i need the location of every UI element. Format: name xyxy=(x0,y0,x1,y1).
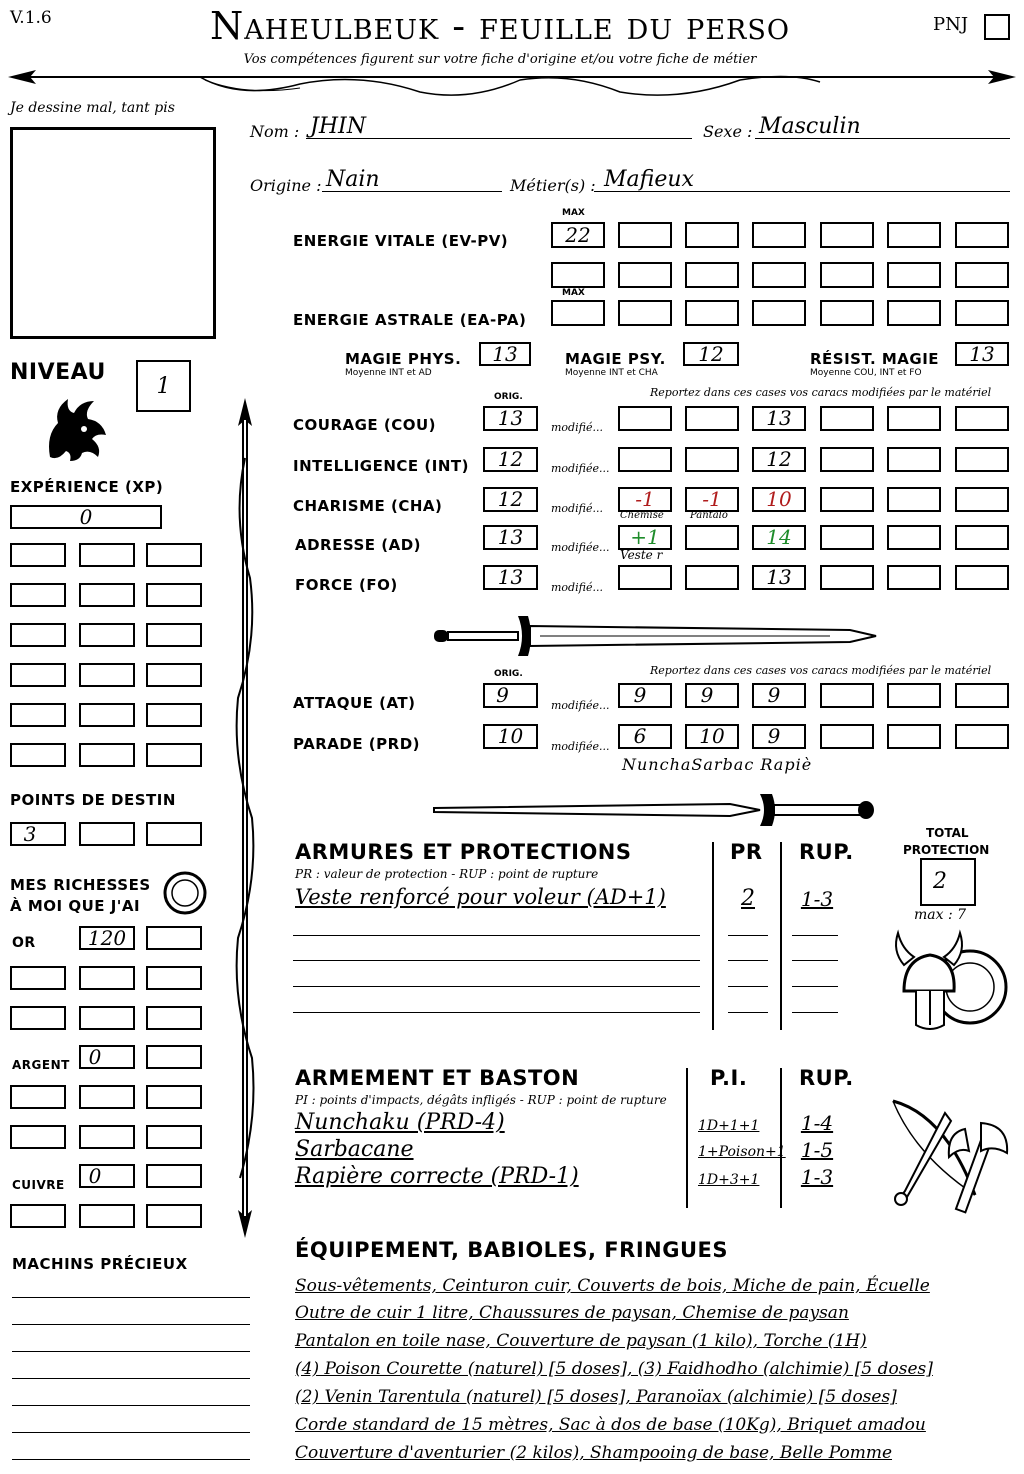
cha-modifie-label: modifié... xyxy=(551,502,603,515)
resist-magie-value: 13 xyxy=(969,342,995,366)
parade-mod-box[interactable] xyxy=(955,724,1009,749)
xp-grid-box[interactable] xyxy=(146,543,202,567)
int-mod-box[interactable] xyxy=(955,447,1009,472)
attaque-mod-box[interactable] xyxy=(955,683,1009,708)
weapon-item-name[interactable]: Rapière correcte (PRD-1) xyxy=(295,1164,579,1189)
magie-phys-box[interactable] xyxy=(479,342,531,366)
parade-orig-box[interactable] xyxy=(483,724,538,749)
argent-box[interactable] xyxy=(10,1085,66,1109)
cou-mod-box[interactable] xyxy=(820,406,874,431)
ea-box[interactable] xyxy=(955,300,1009,326)
fo-mod-box[interactable] xyxy=(618,565,672,590)
armor-line[interactable] xyxy=(792,960,838,961)
attaque-mod-box[interactable] xyxy=(685,683,739,708)
ad-final-value: 14 xyxy=(766,525,792,549)
cuivre-label: CUIVRE xyxy=(12,1178,65,1192)
coin-icon xyxy=(162,870,208,916)
armor-line[interactable] xyxy=(792,935,838,936)
fo-mod-box[interactable] xyxy=(752,565,806,590)
armement-title: ARMEMENT ET BASTON xyxy=(295,1066,580,1090)
armures-pr-header: PR xyxy=(730,840,763,864)
parade-mod-box[interactable] xyxy=(752,724,806,749)
parade-mod-box[interactable] xyxy=(685,724,739,749)
armor-line[interactable] xyxy=(293,960,700,961)
armement-note: PI : points d'impacts, dégâts infligés - RUP : point de rupture xyxy=(295,1093,667,1107)
xp-grid-box[interactable] xyxy=(146,743,202,767)
int-mod-box[interactable] xyxy=(685,447,739,472)
armor-item-name[interactable]: Veste renforcé pour voleur (AD+1) xyxy=(295,885,666,909)
metier-label: Métier(s) : xyxy=(510,176,596,195)
pnj-label: PNJ xyxy=(933,14,969,35)
or-box[interactable] xyxy=(79,926,135,950)
int-label: INTELLIGENCE (INT) xyxy=(293,457,469,475)
xp-grid-box[interactable] xyxy=(10,583,66,607)
combat-orig-label: ORIG. xyxy=(494,669,523,679)
or-box[interactable] xyxy=(146,1006,202,1030)
nom-field[interactable] xyxy=(306,114,692,139)
ev-max-value: 22 xyxy=(565,223,591,247)
cha-mod1-note: Chemise xyxy=(620,510,664,521)
cha-mod-box[interactable] xyxy=(618,487,672,512)
or-box[interactable] xyxy=(10,1006,66,1030)
ad-mod-box[interactable] xyxy=(752,525,806,550)
metier-value: Mafieux xyxy=(604,167,694,192)
precious-line[interactable] xyxy=(12,1378,250,1379)
cuivre-value: 0 xyxy=(88,1164,102,1188)
armement-pi-header: P.I. xyxy=(710,1066,748,1090)
attaque-orig-box[interactable] xyxy=(483,683,538,708)
xp-grid-box[interactable] xyxy=(10,543,66,567)
int-mod-box[interactable] xyxy=(820,447,874,472)
xp-grid-box[interactable] xyxy=(10,703,66,727)
xp-grid-box[interactable] xyxy=(79,583,135,607)
armor-line[interactable] xyxy=(792,1012,838,1013)
xp-box[interactable] xyxy=(10,505,162,529)
header-spear-decoration xyxy=(0,62,1024,102)
or-label: OR xyxy=(12,935,36,951)
fo-mod-box[interactable] xyxy=(820,565,874,590)
or-box[interactable] xyxy=(79,1006,135,1030)
destin-value: 3 xyxy=(23,822,37,846)
version-label: V.1.6 xyxy=(10,8,52,28)
ev-box[interactable] xyxy=(685,222,739,248)
argent-box[interactable] xyxy=(146,1085,202,1109)
cha-mod-box[interactable] xyxy=(820,487,874,512)
ad-orig-value: 13 xyxy=(497,525,524,549)
attaque-label: ATTAQUE (AT) xyxy=(293,694,416,712)
ea-box[interactable] xyxy=(685,300,739,326)
int-orig-box[interactable] xyxy=(483,447,538,472)
or-box[interactable] xyxy=(79,966,135,990)
ev-max-box[interactable] xyxy=(551,222,605,248)
portrait-box[interactable] xyxy=(10,127,216,339)
cou-mod-box[interactable] xyxy=(752,406,806,431)
resist-magie-label: RÉSIST. MAGIE xyxy=(810,350,940,368)
attaque-mod3-value: 9 xyxy=(767,683,781,707)
magie-phys-label: MAGIE PHYS. xyxy=(345,350,462,368)
cou-final-value: 13 xyxy=(766,406,792,430)
ev-box[interactable] xyxy=(618,262,672,288)
ad-mod-box[interactable] xyxy=(685,525,739,550)
argent-box[interactable] xyxy=(10,1125,66,1149)
total-protection-max: max : 7 xyxy=(914,907,967,923)
cha-mod-box[interactable] xyxy=(752,487,806,512)
cou-mod-box[interactable] xyxy=(618,406,672,431)
fo-orig-value: 13 xyxy=(497,565,524,589)
argent-label: ARGENT xyxy=(12,1058,70,1072)
nom-value: JHIN xyxy=(310,114,366,139)
armor-line[interactable] xyxy=(792,986,838,987)
cou-mod-box[interactable] xyxy=(955,406,1009,431)
parade-label: PARADE (PRD) xyxy=(293,735,421,753)
total-protection-label-2: PROTECTION xyxy=(903,843,990,857)
magie-psy-note: Moyenne INT et CHA xyxy=(565,368,658,378)
ev-box[interactable] xyxy=(955,222,1009,248)
precious-line[interactable] xyxy=(12,1324,250,1325)
xp-grid-box[interactable] xyxy=(79,623,135,647)
cuivre-box[interactable] xyxy=(10,1204,66,1228)
attaque-mod-box[interactable] xyxy=(618,683,672,708)
xp-grid-box[interactable] xyxy=(146,663,202,687)
or-box[interactable] xyxy=(10,966,66,990)
ev-box[interactable] xyxy=(820,262,874,288)
cha-label: CHARISME (CHA) xyxy=(293,497,443,515)
xp-grid-box[interactable] xyxy=(79,703,135,727)
xp-grid-box[interactable] xyxy=(10,663,66,687)
xp-grid-box[interactable] xyxy=(79,663,135,687)
armor-item-rup[interactable]: 1-3 xyxy=(800,887,834,911)
cha-mod-box[interactable] xyxy=(887,487,941,512)
cuivre-box[interactable] xyxy=(146,1164,202,1188)
fo-final-value: 13 xyxy=(766,565,792,589)
origine-field[interactable] xyxy=(322,167,502,192)
parade-mod-box[interactable] xyxy=(820,724,874,749)
precious-line[interactable] xyxy=(12,1405,250,1406)
crossed-weapons-icon xyxy=(885,1095,1015,1215)
ad-mod-box[interactable] xyxy=(820,525,874,550)
weapon-item-pi[interactable]: 1D+3+1 xyxy=(698,1172,760,1188)
ad-mod1-value: +1 xyxy=(630,525,660,549)
pnj-checkbox[interactable] xyxy=(984,14,1010,40)
sexe-field[interactable] xyxy=(755,114,1010,139)
fo-mod-box[interactable] xyxy=(887,565,941,590)
armor-line[interactable] xyxy=(728,935,768,936)
ad-mod-box[interactable] xyxy=(887,525,941,550)
armor-line[interactable] xyxy=(728,986,768,987)
armor-line[interactable] xyxy=(293,1012,700,1013)
cou-label: COURAGE (COU) xyxy=(293,416,437,434)
argent-box[interactable] xyxy=(79,1085,135,1109)
niveau-label: NIVEAU xyxy=(10,360,106,385)
equipment-line[interactable] xyxy=(295,1387,897,1407)
weapon-item-name[interactable]: Nunchaku (PRD-4) xyxy=(295,1110,505,1135)
armures-col-divider xyxy=(712,842,714,1030)
portrait-caption: Je dessine mal, tant pis xyxy=(10,100,175,116)
equipement-title: ÉQUIPEMENT, BABIOLES, FRINGUES xyxy=(295,1238,728,1262)
sheet-title: Naheulbeuk - feuille du perso xyxy=(210,4,790,48)
equipment-line[interactable] xyxy=(295,1415,926,1435)
carac-orig-label: ORIG. xyxy=(494,392,523,402)
argent-box[interactable] xyxy=(146,1045,202,1069)
equipment-line-text: (2) Venin Tarentula (naturel) [5 doses], Paranoïax (alchimie) [5 doses] xyxy=(295,1387,897,1407)
fo-label: FORCE (FO) xyxy=(295,576,398,594)
attaque-mod-box[interactable] xyxy=(752,683,806,708)
cha-mod-box[interactable] xyxy=(685,487,739,512)
argent-box[interactable] xyxy=(79,1045,135,1069)
ev-box[interactable] xyxy=(551,262,605,288)
magie-psy-label: MAGIE PSY. xyxy=(565,350,666,368)
ev-max-label: MAX xyxy=(562,208,585,218)
ea-max-label: MAX xyxy=(562,288,585,298)
equipment-line[interactable] xyxy=(295,1276,930,1296)
resist-magie-box[interactable] xyxy=(955,342,1009,366)
fo-modifie-label: modifié... xyxy=(551,581,603,594)
argent-box[interactable] xyxy=(79,1125,135,1149)
sexe-label: Sexe : xyxy=(703,122,753,141)
fo-mod-box[interactable] xyxy=(955,565,1009,590)
equipment-line-text: (4) Poison Courette (naturel) [5 doses], (3) Faidhodho (alchimie) [5 doses] xyxy=(295,1359,933,1379)
ea-box[interactable] xyxy=(618,300,672,326)
ev-box[interactable] xyxy=(752,222,806,248)
magie-phys-note: Moyenne INT et AD xyxy=(345,368,432,378)
ev-box[interactable] xyxy=(887,222,941,248)
parade-mod-box[interactable] xyxy=(887,724,941,749)
origine-value: Nain xyxy=(326,167,380,192)
xp-value: 0 xyxy=(79,505,93,529)
parade-orig-value: 10 xyxy=(497,724,524,748)
richesses-label-2: À MOI QUE J'AI xyxy=(10,897,141,915)
cha-mod1-value: -1 xyxy=(635,487,655,511)
parade-mod-box[interactable] xyxy=(618,724,672,749)
parade-mod1-value: 6 xyxy=(633,724,647,748)
ev-label: ENERGIE VITALE (EV-PV) xyxy=(293,232,509,250)
equipment-line[interactable] xyxy=(295,1359,933,1379)
argent-box[interactable] xyxy=(146,1125,202,1149)
destin-box[interactable] xyxy=(79,822,135,846)
xp-grid-box[interactable] xyxy=(10,623,66,647)
xp-label: EXPÉRIENCE (XP) xyxy=(10,478,164,496)
argent-value: 0 xyxy=(88,1045,102,1069)
xp-grid-box[interactable] xyxy=(79,743,135,767)
ev-box[interactable] xyxy=(618,222,672,248)
ad-orig-box[interactable] xyxy=(483,525,538,550)
weapon-item-pi[interactable]: 1+Poison+1 xyxy=(698,1144,786,1160)
origine-label: Origine : xyxy=(250,176,322,195)
weapon-item-rup[interactable]: 1-4 xyxy=(800,1111,834,1135)
total-protection-label-1: TOTAL xyxy=(926,826,969,840)
or-box[interactable] xyxy=(146,966,202,990)
cha-mod2-note: Pantalo xyxy=(690,510,728,521)
cuivre-box[interactable] xyxy=(79,1204,135,1228)
equipment-line-text: Corde standard de 15 mètres, Sac à dos de base (10Kg), Briquet amadou xyxy=(295,1415,926,1435)
armement-rup-header: RUP. xyxy=(799,1066,854,1090)
or-box[interactable] xyxy=(146,926,202,950)
dragon-head-icon xyxy=(40,395,110,465)
equipment-line-text: Pantalon en toile nase, Couverture de paysan (1 kilo), Torche (1H) xyxy=(295,1331,867,1351)
ad-mod-box[interactable] xyxy=(618,525,672,550)
parade-mod2-value: 10 xyxy=(699,724,725,748)
attaque-mod-box[interactable] xyxy=(887,683,941,708)
armures-col-divider xyxy=(780,842,782,1030)
magie-psy-box[interactable] xyxy=(683,342,739,366)
int-mod-box[interactable] xyxy=(752,447,806,472)
precious-line[interactable] xyxy=(12,1459,250,1460)
armement-col-divider xyxy=(780,1068,782,1208)
magie-psy-value: 12 xyxy=(698,342,724,366)
cou-orig-value: 13 xyxy=(497,406,524,430)
combat-weapon-notes: NunchaSarbac Rapiè xyxy=(622,755,813,774)
armor-line[interactable] xyxy=(293,935,700,936)
armor-line[interactable] xyxy=(728,960,768,961)
ea-box[interactable] xyxy=(887,300,941,326)
parade-mod3-value: 9 xyxy=(767,724,781,748)
sexe-value: Masculin xyxy=(759,114,861,139)
equipment-line[interactable] xyxy=(295,1443,892,1463)
machins-precieux-label: MACHINS PRÉCIEUX xyxy=(12,1255,188,1273)
attaque-mod2-value: 9 xyxy=(700,683,714,707)
ev-box[interactable] xyxy=(955,262,1009,288)
cha-final-value: 10 xyxy=(766,487,792,511)
niveau-value: 1 xyxy=(156,374,171,399)
weapon-item-name[interactable]: Sarbacane xyxy=(295,1137,414,1162)
armor-line[interactable] xyxy=(728,1012,768,1013)
cou-modifie-label: modifié... xyxy=(551,421,603,434)
equipment-line[interactable] xyxy=(295,1303,849,1323)
niveau-box[interactable] xyxy=(136,360,191,412)
total-protection-box[interactable] xyxy=(920,858,976,906)
attaque-modifie-label: modifiée... xyxy=(551,699,610,712)
cha-orig-value: 12 xyxy=(497,487,524,511)
armor-line[interactable] xyxy=(293,986,700,987)
armures-note: PR : valeur de protection - RUP : point de rupture xyxy=(295,867,599,881)
cou-mod-box[interactable] xyxy=(887,406,941,431)
cha-orig-box[interactable] xyxy=(483,487,538,512)
int-mod-box[interactable] xyxy=(618,447,672,472)
armures-title: ARMURES ET PROTECTIONS xyxy=(295,840,632,864)
attaque-mod1-value: 9 xyxy=(633,683,647,707)
weapon-item-rup[interactable]: 1-5 xyxy=(800,1138,834,1162)
ad-mod1-note: Veste r xyxy=(620,548,663,562)
richesses-label-1: MES RICHESSES xyxy=(10,876,151,894)
cou-mod-box[interactable] xyxy=(685,406,739,431)
ea-label: ENERGIE ASTRALE (EA-PA) xyxy=(293,311,527,329)
armor-item-pr[interactable]: 2 xyxy=(741,886,755,911)
attaque-mod-box[interactable] xyxy=(820,683,874,708)
fo-orig-box[interactable] xyxy=(483,565,538,590)
armures-rup-header: RUP. xyxy=(799,840,854,864)
total-protection-value: 2 xyxy=(933,869,947,894)
weapon-item-rup[interactable]: 1-3 xyxy=(800,1165,834,1189)
int-modifie-label: modifiée... xyxy=(551,462,610,475)
nom-label: Nom : xyxy=(250,122,300,141)
cuivre-box[interactable] xyxy=(79,1164,135,1188)
xp-grid-box[interactable] xyxy=(79,543,135,567)
viking-helmet-shield-icon xyxy=(890,925,1010,1035)
metier-field[interactable] xyxy=(594,167,1010,192)
ev-box[interactable] xyxy=(887,262,941,288)
spear-icon xyxy=(230,398,260,1238)
sheet-subtitle: Vos compétences figurent sur votre fiche d'origine et/ou votre fiche de métier xyxy=(243,52,757,67)
equipment-line-text: Sous-vêtements, Ceinturon cuir, Couverts de bois, Miche de pain, Écuelle xyxy=(295,1276,930,1296)
attaque-orig-value: 9 xyxy=(496,683,509,707)
magie-phys-value: 13 xyxy=(492,342,518,366)
ev-box[interactable] xyxy=(820,222,874,248)
xp-grid-box[interactable] xyxy=(146,623,202,647)
fo-mod-box[interactable] xyxy=(685,565,739,590)
destin-box[interactable] xyxy=(146,822,202,846)
destin-box[interactable] xyxy=(10,822,66,846)
destin-label: POINTS DE DESTIN xyxy=(10,791,176,809)
equipment-line-text: Couverture d'aventurier (2 kilos), Shampooing de base, Belle Pomme xyxy=(295,1443,893,1463)
xp-grid-box[interactable] xyxy=(146,583,202,607)
int-mod-box[interactable] xyxy=(887,447,941,472)
armement-col-divider xyxy=(686,1068,688,1208)
cou-orig-box[interactable] xyxy=(483,406,538,431)
parade-modifie-label: modifiée... xyxy=(551,740,610,753)
ea-max-box[interactable] xyxy=(551,300,605,326)
precious-line[interactable] xyxy=(12,1351,250,1352)
ev-box[interactable] xyxy=(685,262,739,288)
carac-report-note: Reportez dans ces cases vos caracs modifiées par le matériel xyxy=(650,386,992,399)
sword-icon xyxy=(430,790,880,830)
cha-mod-box[interactable] xyxy=(955,487,1009,512)
ad-mod-box[interactable] xyxy=(955,525,1009,550)
equipment-line[interactable] xyxy=(295,1331,867,1351)
weapon-item-pi[interactable]: 1D+1+1 xyxy=(698,1118,760,1134)
ea-box[interactable] xyxy=(752,300,806,326)
ea-box[interactable] xyxy=(820,300,874,326)
ev-box[interactable] xyxy=(752,262,806,288)
combat-report-note: Reportez dans ces cases vos caracs modifiées par le matériel xyxy=(650,664,992,677)
cha-mod2-value: -1 xyxy=(702,487,722,511)
sword-icon xyxy=(430,612,880,662)
int-orig-value: 12 xyxy=(497,447,524,471)
resist-magie-note: Moyenne COU, INT et FO xyxy=(810,368,922,378)
cuivre-box[interactable] xyxy=(146,1204,202,1228)
int-final-value: 12 xyxy=(766,447,792,471)
precious-line[interactable] xyxy=(12,1432,250,1433)
precious-line[interactable] xyxy=(12,1297,250,1298)
ad-modifie-label: modifiée... xyxy=(551,541,610,554)
xp-grid-box[interactable] xyxy=(10,743,66,767)
or-value: 120 xyxy=(87,926,127,950)
equipment-line-text: Outre de cuir 1 litre, Chaussures de paysan, Chemise de paysan xyxy=(295,1303,849,1323)
xp-grid-box[interactable] xyxy=(146,703,202,727)
ad-label: ADRESSE (AD) xyxy=(295,536,422,554)
